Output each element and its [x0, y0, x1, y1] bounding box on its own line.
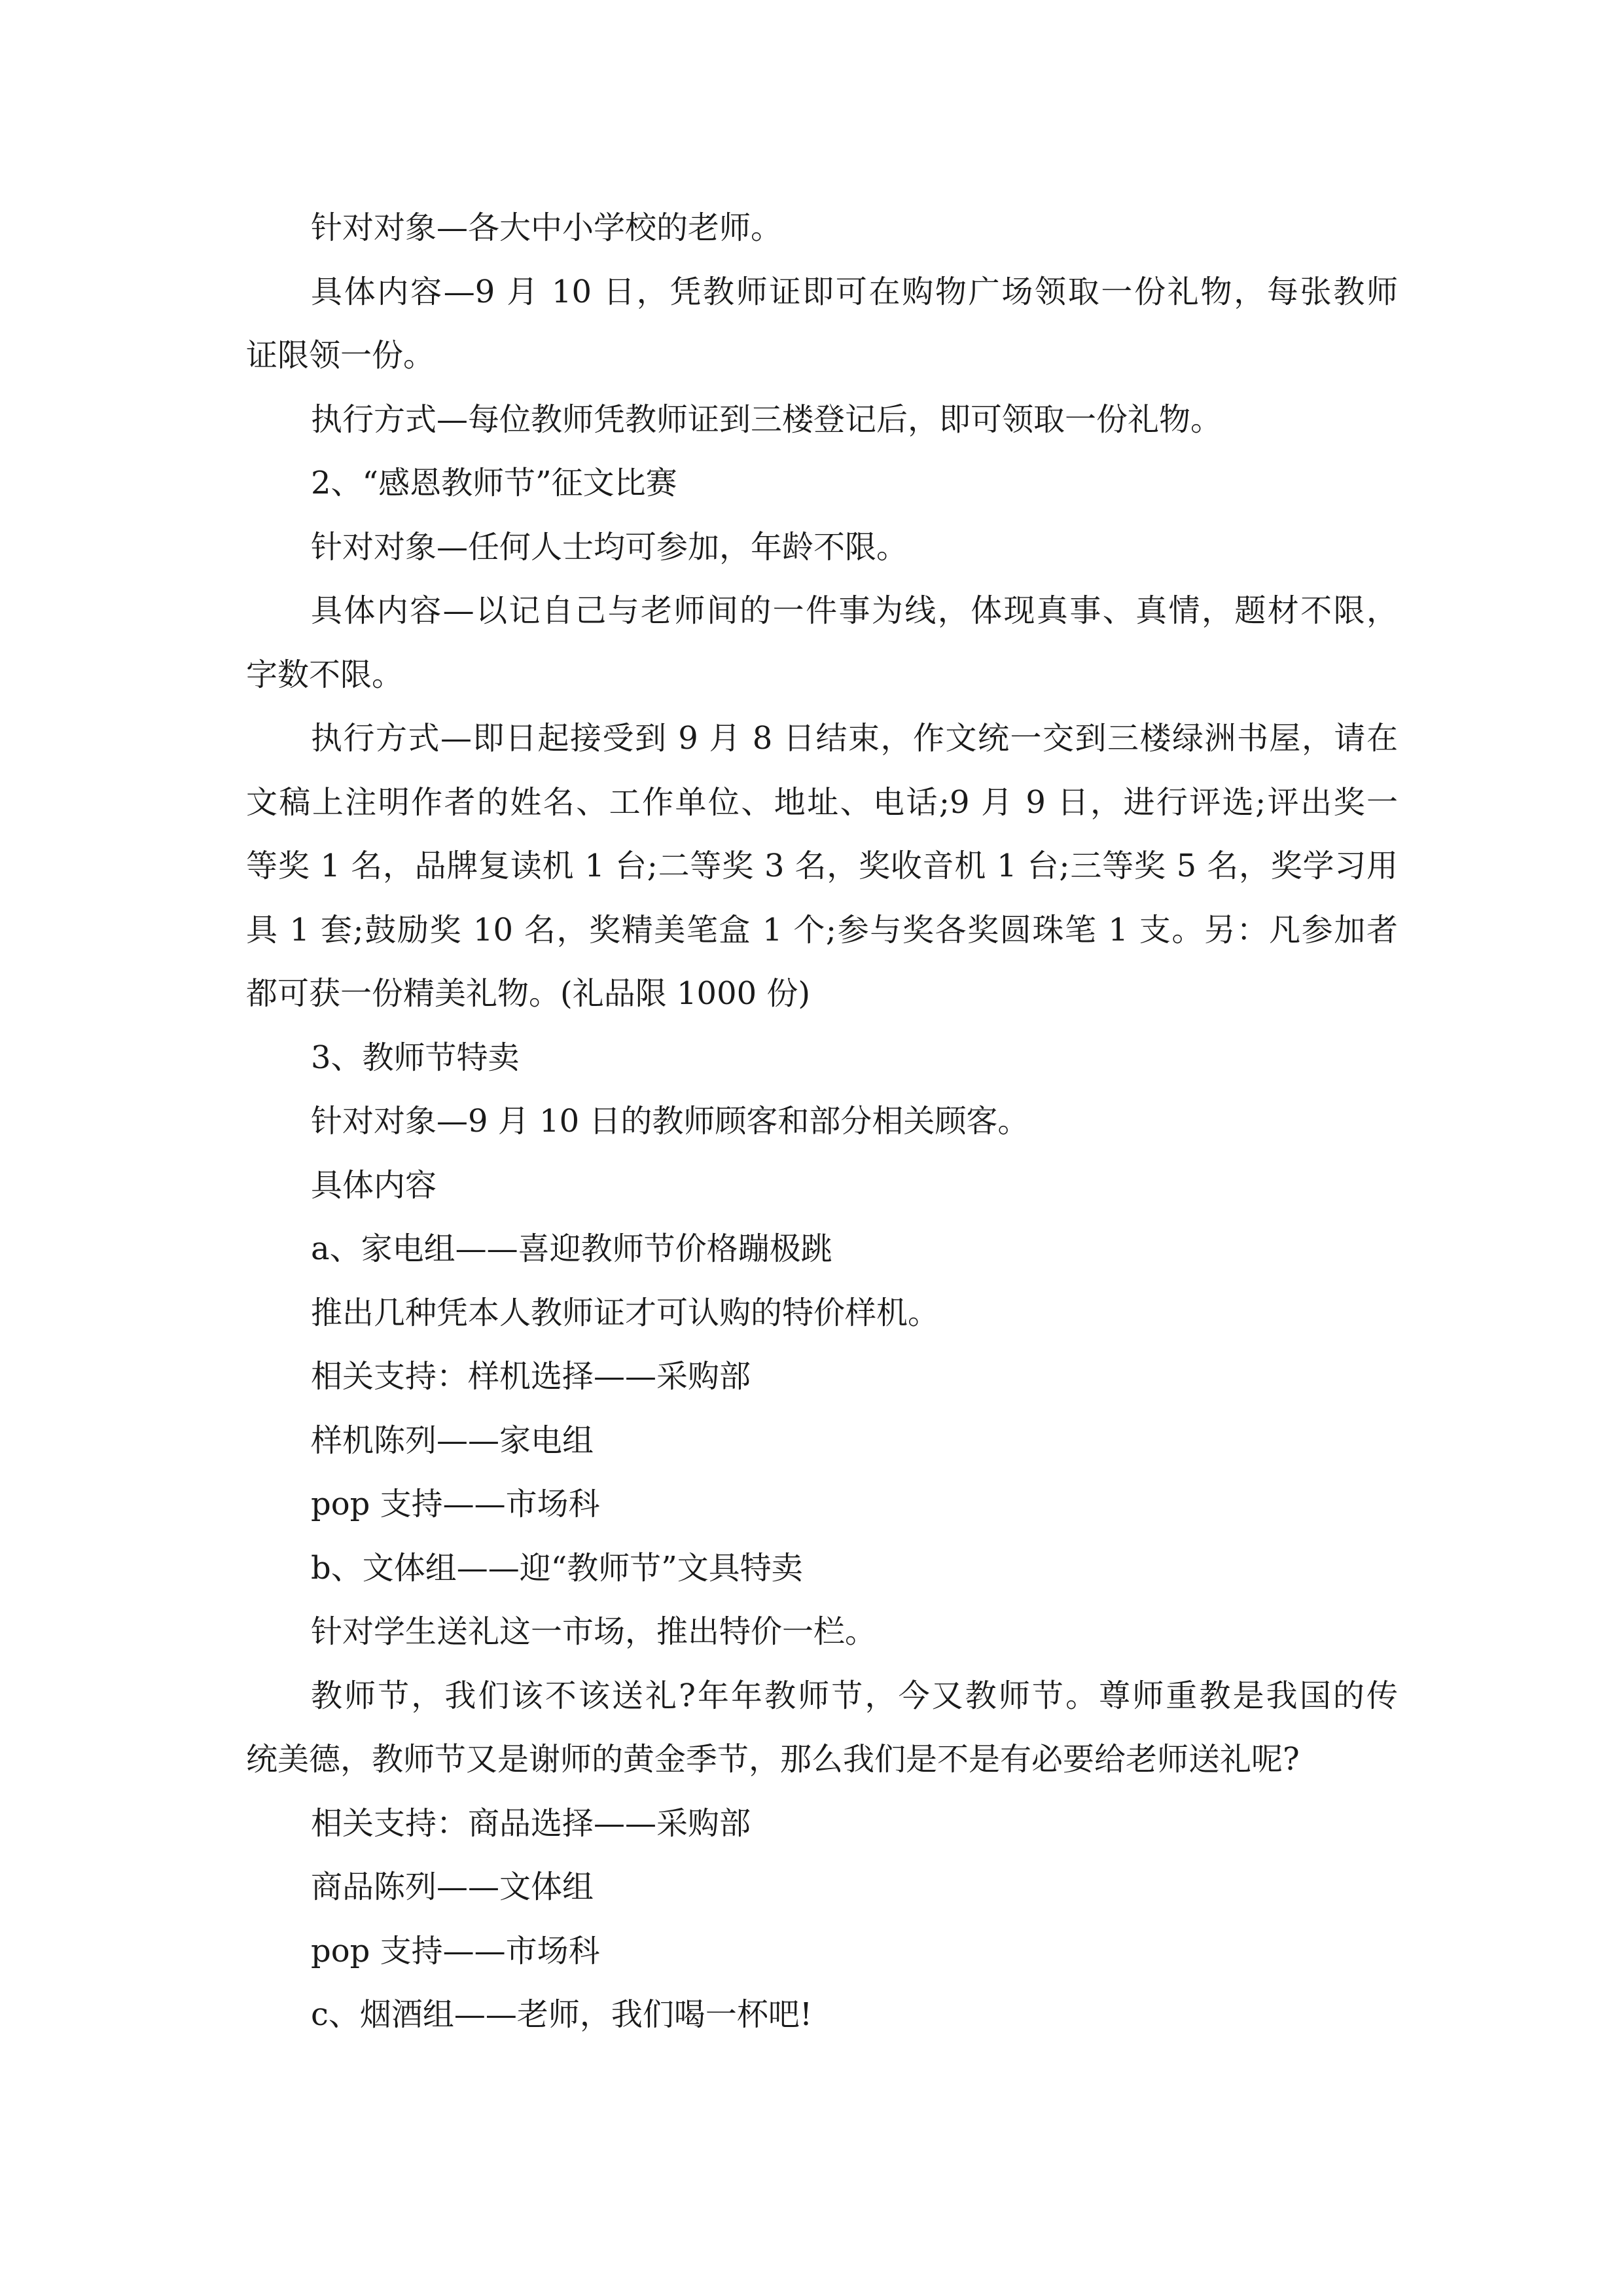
text-line: 具 1 套;鼓励奖 10 名，奖精美笔盒 1 个;参与奖各奖圆珠笔 1 支。另：凡参加者: [246, 911, 1398, 948]
text-line: 具体内容: [311, 1166, 437, 1204]
text-line: 字数不限。: [246, 656, 404, 693]
text-line: c、烟酒组——老师，我们喝一杯吧!: [311, 1996, 813, 2033]
text-line: 推出几种凭本人教师证才可认购的特价样机。: [311, 1294, 940, 1331]
text-line: 商品陈列——文体组: [311, 1869, 594, 1905]
text-line: 针对学生送礼这一市场，推出特价一栏。: [311, 1613, 877, 1650]
text-line: 统美德，教师节又是谢师的黄金季节，那么我们是不是有必要给老师送礼呢?: [246, 1741, 1300, 1778]
text-line: 针对对象—任何人士均可参加，年龄不限。: [311, 528, 908, 565]
text-line: 执行方式—即日起接受到 9 月 8 日结束，作文统一交到三楼绿洲书屋，请在: [311, 720, 1398, 757]
text-line: pop 支持——市场科: [311, 1932, 600, 1969]
text-line: 等奖 1 名，品牌复读机 1 台;二等奖 3 名，奖收音机 1 台;三等奖 5 名，奖学习用: [246, 848, 1398, 884]
text-line: 教师节，我们该不该送礼?年年教师节，今又教师节。尊师重教是我国的传: [311, 1677, 1398, 1714]
document-body: [246, 196, 1398, 2047]
text-line: 具体内容—以记自己与老师间的一件事为线，体现真事、真情，题材不限，: [311, 592, 1398, 629]
text-line: 证限领一份。: [246, 337, 435, 374]
text-line: 针对对象—各大中小学校的老师。: [311, 209, 783, 246]
text-line: 执行方式—每位教师凭教师证到三楼登记后，即可领取一份礼物。: [311, 401, 1222, 438]
text-line: 2、“感恩教师节”征文比赛: [311, 465, 677, 501]
text-line: 文稿上注明作者的姓名、工作单位、地址、电话;9 月 9 日，进行评选;评出奖一: [246, 783, 1398, 821]
text-line: b、文体组——迎“教师节”文具特卖: [311, 1549, 803, 1587]
text-line: 相关支持：商品选择——采购部: [311, 1804, 751, 1842]
text-line: pop 支持——市场科: [311, 1486, 600, 1522]
text-line: 针对对象—9 月 10 日的教师顾客和部分相关顾客。: [311, 1103, 1029, 1139]
text-line: a、家电组——喜迎教师节价格蹦极跳: [311, 1230, 832, 1267]
text-line: 样机陈列——家电组: [311, 1422, 594, 1459]
text-line: 都可获一份精美礼物。(礼品限 1000 份): [246, 975, 811, 1012]
text-line: 具体内容—9 月 10 日，凭教师证即可在购物广场领取一份礼物，每张教师: [311, 273, 1398, 310]
text-line: 3、教师节特卖: [311, 1039, 520, 1076]
text-line: 相关支持：样机选择——采购部: [311, 1358, 751, 1395]
